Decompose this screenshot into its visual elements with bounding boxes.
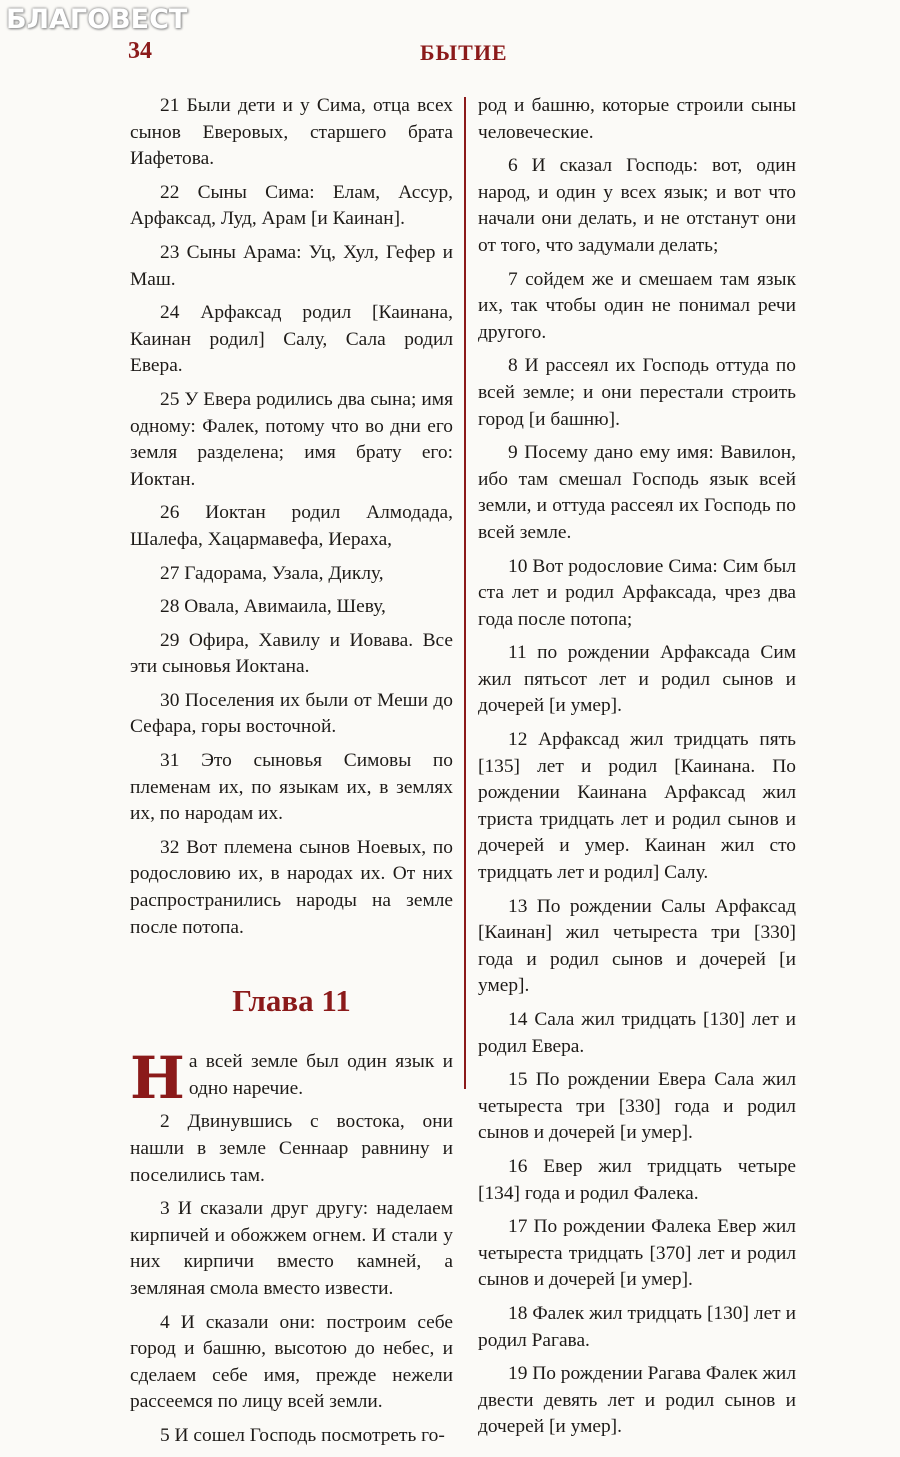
verse: 32 Вот племена сынов Ноевых, по родословию их, в народах их. От них распространились народы на земле после потопа. (130, 836, 453, 938)
right-column (478, 93, 796, 1448)
running-head: БЫТИЕ (420, 40, 508, 65)
verse: 13 По рождении Салы Арфаксад [Каинан] жил четыреста три [330] года и родил сынов и дочерей [и умер]. (478, 895, 796, 997)
verse: 26 Иоктан родил Алмодада, Шалефа, Хацармавефа, Иераха, (130, 502, 453, 550)
verse: 30 Поселения их были от Меши до Сефара, горы восточной. (130, 689, 453, 738)
verse: 31 Это сыновья Симовы по племенам их, по языкам их, в землях их, по народам их. (130, 750, 453, 825)
verse: 15 По рождении Евера Сала жил четыреста три [330] года и родил сынов и дочерей [и умер]. (478, 1069, 796, 1144)
verse: 21 Были дети и у Сима, отца всех сынов Еверовых, старшего брата Иафетова. (130, 95, 453, 170)
drop-cap-letter: Н (130, 1044, 185, 1113)
verse: 23 Сыны Арама: Уц, Хул, Гефер и Маш. (130, 241, 453, 290)
verse: 25 У Евера родились два сына; имя одному: Фалек, потому что во дни его земля разделена; имя брату его: Иоктан. (130, 388, 453, 490)
page-number: 34 (128, 38, 152, 64)
verse: 4 И сказали они: построим себе город и башню, высотою до небес, и сделаем себе имя, прежде нежели рассеемся по лицу всей земли. (130, 1311, 453, 1413)
verse: 6 И сказал Господь: вот, один народ, и один у всех язык; и вот что начали они делать, и не отстанут они от того, что задумали делать; (478, 155, 796, 256)
verse: 5 И сошел Господь посмотреть го- (160, 1424, 445, 1446)
chapter-title: Глава 11 (232, 983, 351, 1019)
verse: 11 по рождении Арфаксада Сим жил пятьсот лет и родил сынов и дочерей [и умер]. (478, 642, 796, 717)
verse: 14 Сала жил тридцать [130] лет и родил Евера. (478, 1009, 796, 1057)
verse: 8 И рассеял их Господь оттуда по всей земле; и они перестали строить город [и башню]. (478, 355, 796, 430)
verse: 12 Арфаксад жил тридцать пять [135] лет и родил [Каинана. По рождении Каинана Арфаксад жил триста тридцать лет и родил сынов и дочерей и умер. Каинан жил сто тридцать лет и родил] Салу. (478, 729, 796, 884)
first-verse: а всей земле был один язык и одно наречие. (188, 1051, 453, 1099)
left-column (130, 93, 453, 1457)
verse: 16 Евер жил тридцать четыре [134] года и родил Фалека. (478, 1155, 796, 1204)
column-divider (464, 97, 466, 1089)
verse: 10 Вот родословие Сима: Сим был ста лет и родил Арфаксада, чрез два года после потопа; (478, 555, 796, 630)
watermark-logo: БЛАГОВЕСТ (6, 4, 188, 35)
verse: 29 Офира, Хавилу и Иовава. Все эти сыновья Иоктана. (130, 629, 453, 678)
verse: 19 По рождении Рагава Фалек жил двести девять лет и родил сынов и дочерей [и умер]. (478, 1363, 796, 1438)
verse: 2 Двинувшись с востока, они нашли в земле Сеннаар равнину и поселились там. (130, 1111, 453, 1186)
verse: 17 По рождении Фалека Евер жил четыреста тридцать [370] лет и родил сынов и дочерей [и умер]. (478, 1216, 796, 1291)
verse-continuation: род и башню, которые строили сыны человеческие. (478, 95, 796, 143)
verse: 18 Фалек жил тридцать [130] лет и родил Рагава. (478, 1302, 796, 1351)
chapter-opening (130, 1044, 453, 1113)
verse: 9 Посему дано ему имя: Вавилон, ибо там смешал Господь язык всей земли, и оттуда рассеял их Господь по всей земле. (478, 442, 796, 543)
verse: 28 Овала, Авимаила, Шеву, (160, 596, 386, 618)
verse: 27 Гадорама, Узала, Диклу, (160, 562, 384, 584)
verse: 24 Арфаксад родил [Каинана, Каинан родил] Салу, Сала родил Евера. (130, 302, 453, 377)
verse: 22 Сыны Сима: Елам, Ассур, Арфаксад, Луд, Арам [и Каинан]. (130, 181, 453, 230)
verse: 3 И сказали друг другу: наделаем кирпичей и обожжем огнем. И стали у них кирпичи вместо камней, а земляная смола вместо извести. (130, 1198, 453, 1299)
verse: 7 сойдем же и смешаем там язык их, так чтобы один не понимал речи другого. (478, 268, 796, 343)
